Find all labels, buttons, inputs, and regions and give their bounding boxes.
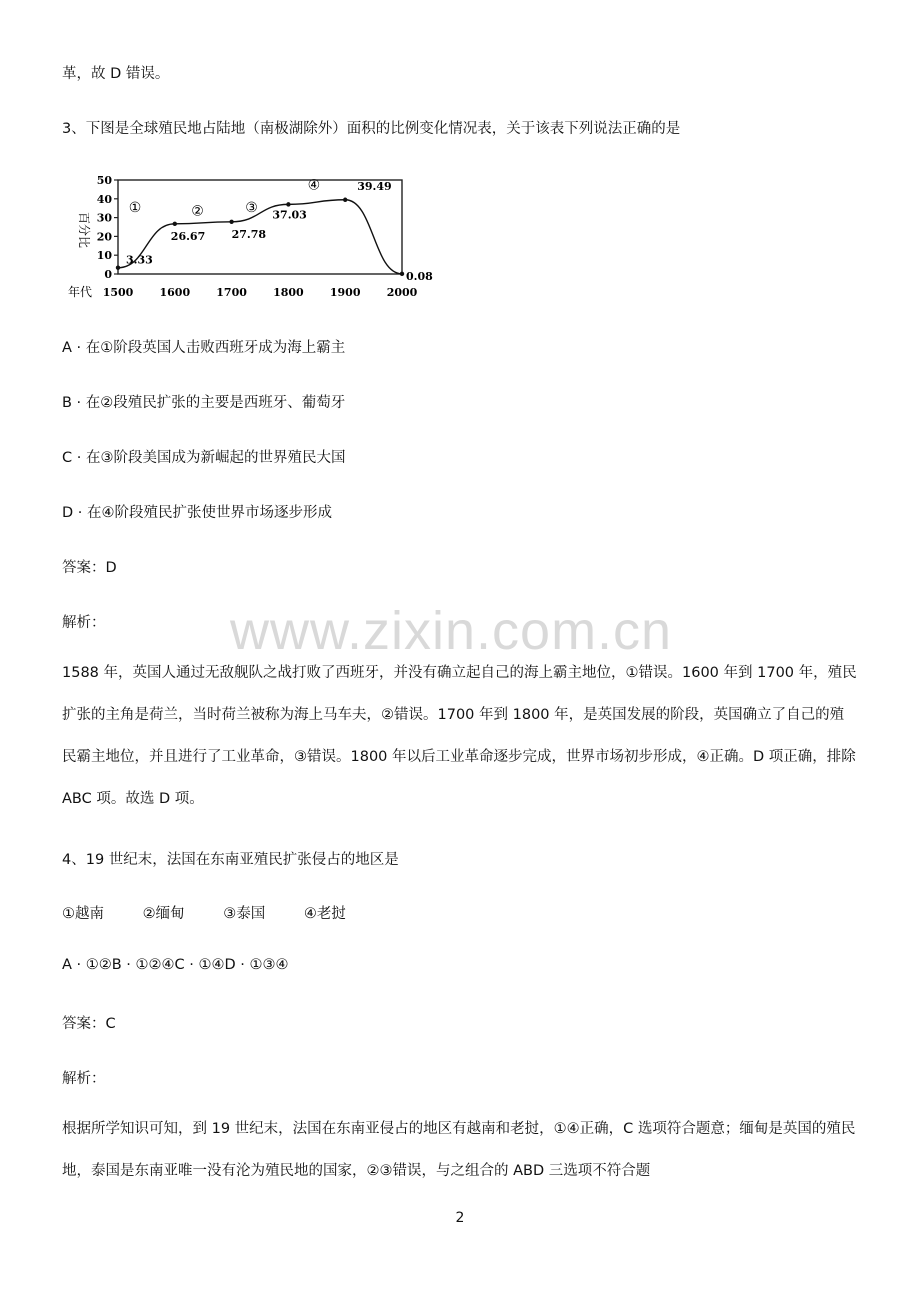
q4-analysis-text: 根据所学知识可知，到 19 世纪末，法国在东南亚侵占的地区有越南和老挝，①④正确，C 选项符合题意；缅甸是英国的殖民地，泰国是东南亚唯一没有沦为殖民地的国家，②③错误，与之组合的 ABD 三选项不符合题	[62, 1121, 856, 1179]
stage-marker: ④	[307, 177, 321, 194]
q3-answer: 答案：D	[62, 560, 117, 576]
y-tick-label: 40	[96, 192, 112, 206]
data-label: 0.08	[406, 269, 433, 283]
q3-analysis-text: 1588 年，英国人通过无敌舰队之战打败了西班牙，并没有确立起自己的海上霸主地位，①错误。1600 年到 1700 年，殖民扩张的主角是荷兰，当时荷兰被称为海上马车夫，②错误。1700 年到 1800 年，是英国发展的阶段，英国确立了自己的殖民霸主地位，并且进行了工业革命，③错误。1800 年以后工业革命逐步完成，世界市场初步形成，④正确。D 项正确，排除 ABC 项。故选 D 项。	[62, 665, 857, 807]
x-tick-label: 1700	[216, 286, 247, 299]
y-tick-label: 50	[96, 174, 112, 187]
y-axis-label: 百分比	[77, 212, 91, 249]
q4-answer: 答案：C	[62, 1016, 116, 1032]
q4-item: ①越南	[62, 906, 104, 922]
question-4: 4、19 世纪末，法国在东南亚殖民扩张侵占的地区是	[62, 852, 399, 868]
question-3: 3、下图是全球殖民地占陆地（南极湖除外）面积的比例变化情况表，关于该表下列说法正确的是	[62, 121, 681, 137]
data-point	[229, 220, 233, 224]
watermark: www.zixin.com.cn	[230, 601, 673, 661]
stage-marker: ②	[191, 203, 204, 220]
data-label: 39.49	[357, 179, 392, 193]
page-number: 2	[455, 1210, 465, 1226]
x-tick-label: 1500	[102, 286, 134, 299]
y-tick-label: 20	[96, 230, 112, 244]
y-tick-label: 30	[96, 211, 112, 225]
y-tick-label: 0	[104, 268, 112, 281]
q4-item: ④老挝	[303, 906, 346, 922]
q4-item: ②缅甸	[142, 906, 185, 922]
x-axis-label: 年代	[68, 285, 93, 299]
y-tick-label: 10	[96, 249, 112, 263]
q4-options: A · ①②B · ①②④C · ①④D · ①③④	[62, 957, 289, 973]
q3-option-d: D · 在④阶段殖民扩张使世界市场逐步形成	[62, 505, 332, 521]
stage-marker: ①	[128, 199, 142, 216]
q3-option-a: A · 在①阶段英国人击败西班牙成为海上霸主	[62, 340, 346, 356]
data-label: 3.33	[126, 253, 153, 267]
x-tick-label: 1600	[159, 286, 191, 299]
q4-items	[62, 902, 380, 923]
x-tick-label: 1900	[329, 286, 361, 299]
q4-analysis-label: 解析：	[62, 1071, 106, 1087]
x-tick-label: 2000	[386, 286, 418, 299]
data-label: 27.78	[231, 227, 267, 241]
data-point	[400, 272, 404, 276]
prev-answer-tail: 革，故 D 错误。	[62, 66, 170, 82]
x-tick-label: 1800	[273, 286, 304, 299]
data-label: 37.03	[272, 208, 307, 222]
stage-marker: ③	[245, 199, 258, 216]
q3-option-b: B · 在②段殖民扩张的主要是西班牙、葡萄牙	[62, 395, 346, 411]
colonial-land-chart	[60, 168, 440, 308]
q3-option-c: C · 在③阶段美国成为新崛起的世界殖民大国	[62, 450, 346, 466]
data-point	[286, 202, 290, 206]
data-point	[343, 198, 347, 202]
q4-item: ③泰国	[223, 906, 266, 922]
data-point	[173, 222, 177, 226]
data-point	[116, 266, 120, 270]
data-label: 26.67	[170, 229, 206, 243]
q3-analysis-label: 解析：	[62, 615, 106, 631]
